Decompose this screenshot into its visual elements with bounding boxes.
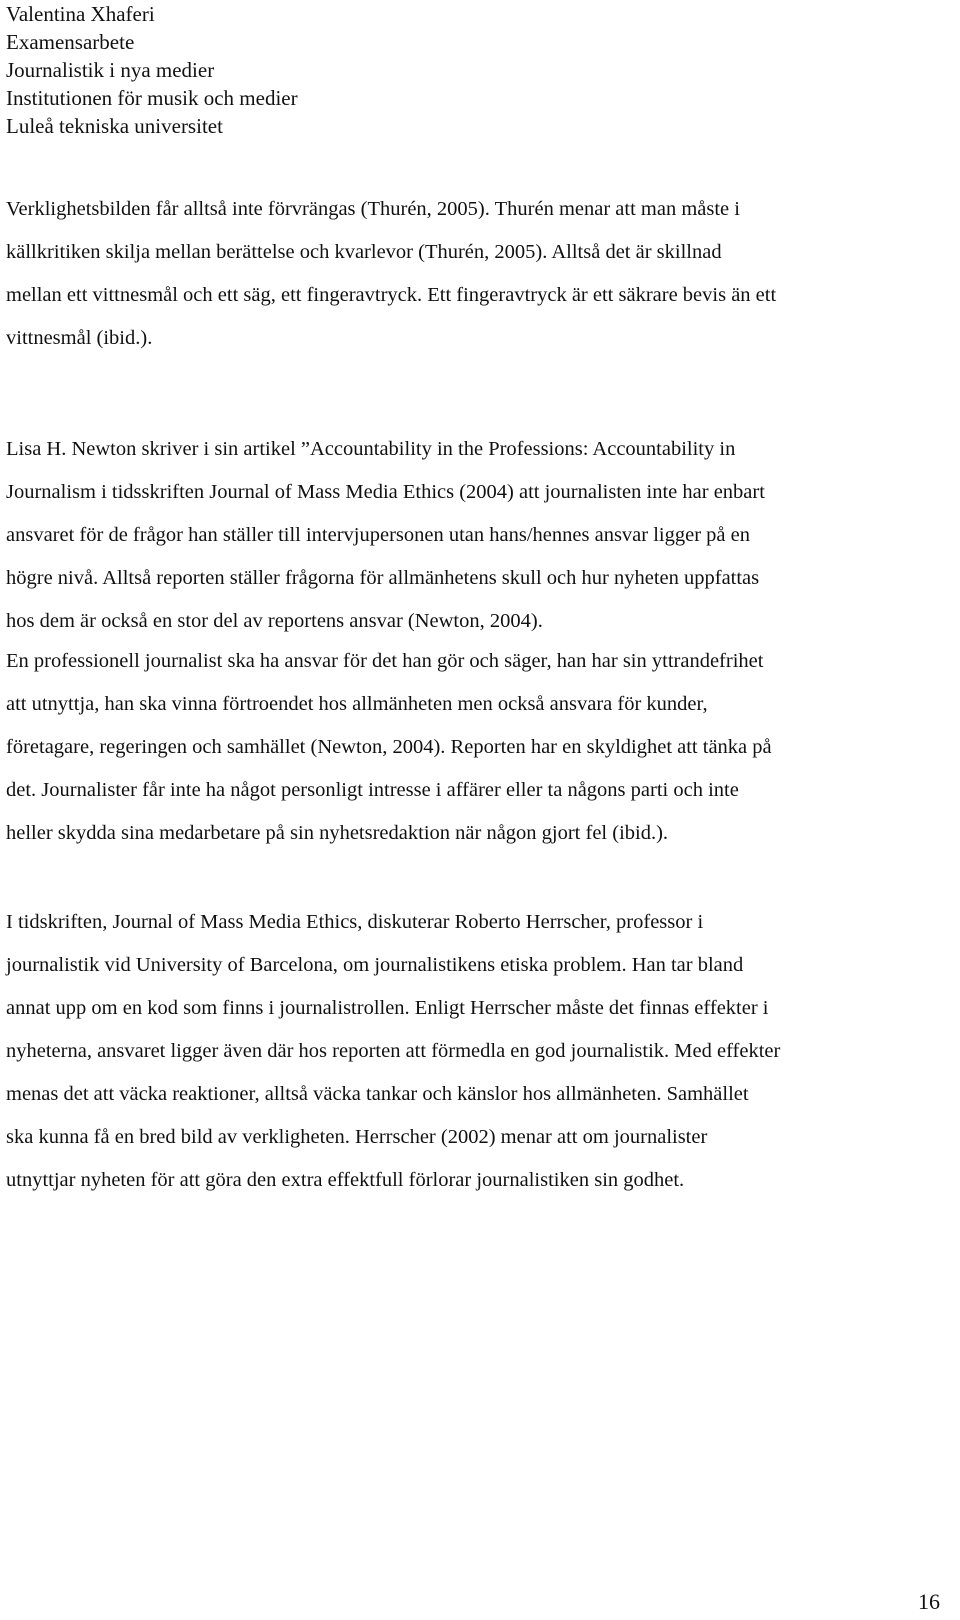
paragraph-line: journalistik vid University of Barcelona, om journalistikens etiska problem. Han tar bland bbox=[6, 954, 744, 976]
paragraph-line: utnyttjar nyheten för att göra den extra effektfull förlorar journalistiken sin godhet. bbox=[6, 1169, 685, 1191]
document-header bbox=[6, 0, 298, 140]
paragraph-line: företagare, regeringen och samhället (Newton, 2004). Reporten har en skyldighet att tänka på bbox=[6, 736, 772, 758]
paragraph-line: Journalism i tidsskriften Journal of Mass Media Ethics (2004) att journalisten inte har enbart bbox=[6, 481, 765, 503]
author-name: Valentina Xhaferi bbox=[6, 2, 155, 26]
body-paragraph bbox=[6, 640, 954, 855]
paragraph-line: ansvaret för de frågor han ställer till intervjupersonen utan hans/hennes ansvar ligger på en bbox=[6, 524, 750, 546]
paragraph-line: En professionell journalist ska ha ansvar för det han gör och säger, han har sin yttrandefrihet bbox=[6, 650, 764, 672]
paragraph-line: källkritiken skilja mellan berättelse och kvarlevor (Thurén, 2005). Alltså det är skillnad bbox=[6, 241, 722, 263]
paragraph-line: hos dem är också en stor del av reportens ansvar (Newton, 2004). bbox=[6, 610, 543, 632]
paragraph-line: att utnyttja, han ska vinna förtroendet hos allmänheten men också ansvara för kunder, bbox=[6, 693, 708, 715]
paragraph-line: vittnesmål (ibid.). bbox=[6, 327, 153, 349]
body-paragraph bbox=[6, 901, 954, 1202]
paragraph-line: ska kunna få en bred bild av verkligheten. Herrscher (2002) menar att om journalister bbox=[6, 1126, 708, 1148]
paragraph-line: högre nivå. Alltså reporten ställer frågorna för allmänhetens skull och hur nyheten uppfattas bbox=[6, 567, 760, 589]
paragraph-line: annat upp om en kod som finns i journalistrollen. Enligt Herrscher måste det finnas effekter i bbox=[6, 997, 769, 1019]
document-type: Examensarbete bbox=[6, 30, 135, 54]
paragraph-line: Lisa H. Newton skriver i sin artikel ”Accountability in the Professions: Accountability in bbox=[6, 438, 736, 460]
paragraph-line: mellan ett vittnesmål och ett säg, ett fingeravtryck. Ett fingeravtryck är ett säkrare bevis än ett bbox=[6, 284, 777, 306]
program-name: Journalistik i nya medier bbox=[6, 58, 215, 82]
paragraph-line: Verklighetsbilden får alltså inte förvrängas (Thurén, 2005). Thurén menar att man måste i bbox=[6, 198, 740, 220]
department-name: Institutionen för musik och medier bbox=[6, 86, 298, 110]
page-number: 16 bbox=[918, 1589, 940, 1614]
paragraph-line: heller skydda sina medarbetare på sin nyhetsredaktion när någon gjort fel (ibid.). bbox=[6, 822, 669, 844]
paragraph-line: menas det att väcka reaktioner, alltså väcka tankar och känslor hos allmänheten. Samhället bbox=[6, 1083, 749, 1105]
body-paragraph bbox=[6, 428, 954, 643]
paragraph-line: nyheterna, ansvaret ligger även där hos reporten att förmedla en god journalistik. Med effekter bbox=[6, 1040, 781, 1062]
university-name: Luleå tekniska universitet bbox=[6, 114, 223, 138]
paragraph-line: det. Journalister får inte ha något personligt intresse i affärer eller ta någons parti och inte bbox=[6, 779, 739, 801]
paragraph-line: I tidskriften, Journal of Mass Media Ethics, diskuterar Roberto Herrscher, professor i bbox=[6, 911, 704, 933]
body-paragraph bbox=[6, 188, 954, 360]
